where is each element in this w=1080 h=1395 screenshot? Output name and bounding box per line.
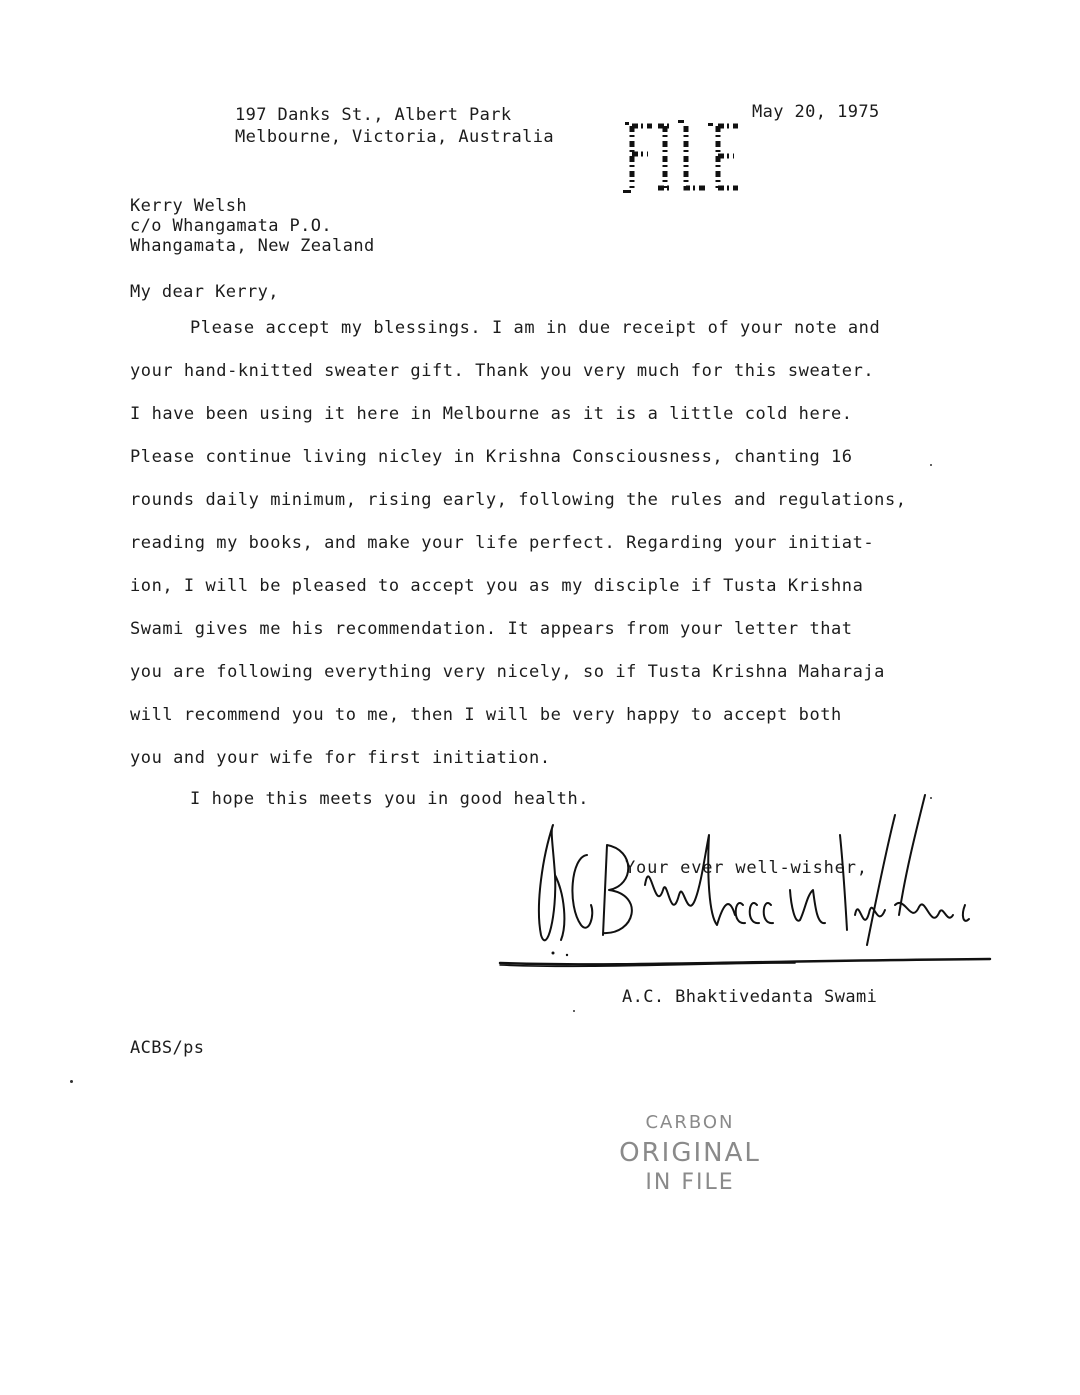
scan-speck [70, 1080, 73, 1083]
letter-date: May 20, 1975 [752, 102, 880, 122]
carbon-original-stamp [615, 1108, 765, 1198]
signatory-name: A.C. Bhaktivedanta Swami [622, 987, 878, 1007]
recipient-line-2: c/o Whangamata P.O. [130, 216, 333, 236]
body-line: you are following everything very nicely, so if Tusta Krishna Maharaja [130, 662, 885, 682]
salutation: My dear Kerry, [130, 282, 279, 302]
body-line: you and your wife for first initiation. [130, 748, 551, 768]
file-stamp-text: FILE [620, 103, 659, 122]
body-paragraph-2: I hope this meets you in good health. [190, 789, 590, 809]
file-stamp [620, 103, 745, 198]
sender-address-line-1: 197 Danks St., Albert Park [235, 105, 512, 125]
body-line: will recommend you to me, then I will be very happy to accept both [130, 705, 842, 725]
recipient-name: Kerry Welsh [130, 196, 247, 216]
body-line: Swami gives me his recommendation. It appears from your letter that [130, 619, 853, 639]
body-line: reading my books, and make your life perfect. Regarding your initiat- [130, 533, 875, 553]
carbon-stamp-line-1: CARBON [645, 1112, 735, 1133]
scan-speck [930, 464, 932, 466]
carbon-stamp-line-2: ORIGINAL [619, 1138, 761, 1168]
handwritten-signature [495, 780, 995, 975]
scan-speck [573, 1010, 575, 1012]
sender-address-line-2: Melbourne, Victoria, Australia [235, 127, 555, 147]
body-line: Please continue living nicley in Krishna Consciousness, chanting 16 [130, 447, 853, 467]
body-line: rounds daily minimum, rising early, following the rules and regulations, [130, 490, 907, 510]
body-line: your hand-knitted sweater gift. Thank you very much for this sweater. [130, 361, 875, 381]
body-line: Please accept my blessings. I am in due receipt of your note and [190, 318, 881, 338]
signature-text: A.C. Bhaktivedanta Swami [495, 780, 727, 799]
body-line: ion, I will be pleased to accept you as my disciple if Tusta Krishna [130, 576, 864, 596]
scan-speck [930, 797, 932, 799]
carbon-stamp-line-3: IN FILE [645, 1170, 735, 1195]
recipient-line-3: Whangamata, New Zealand [130, 236, 375, 256]
body-line: I have been using it here in Melbourne as it is a little cold here. [130, 404, 853, 424]
reference-initials: ACBS/ps [130, 1038, 205, 1058]
closing-line: Your ever well-wisher, [625, 858, 868, 878]
